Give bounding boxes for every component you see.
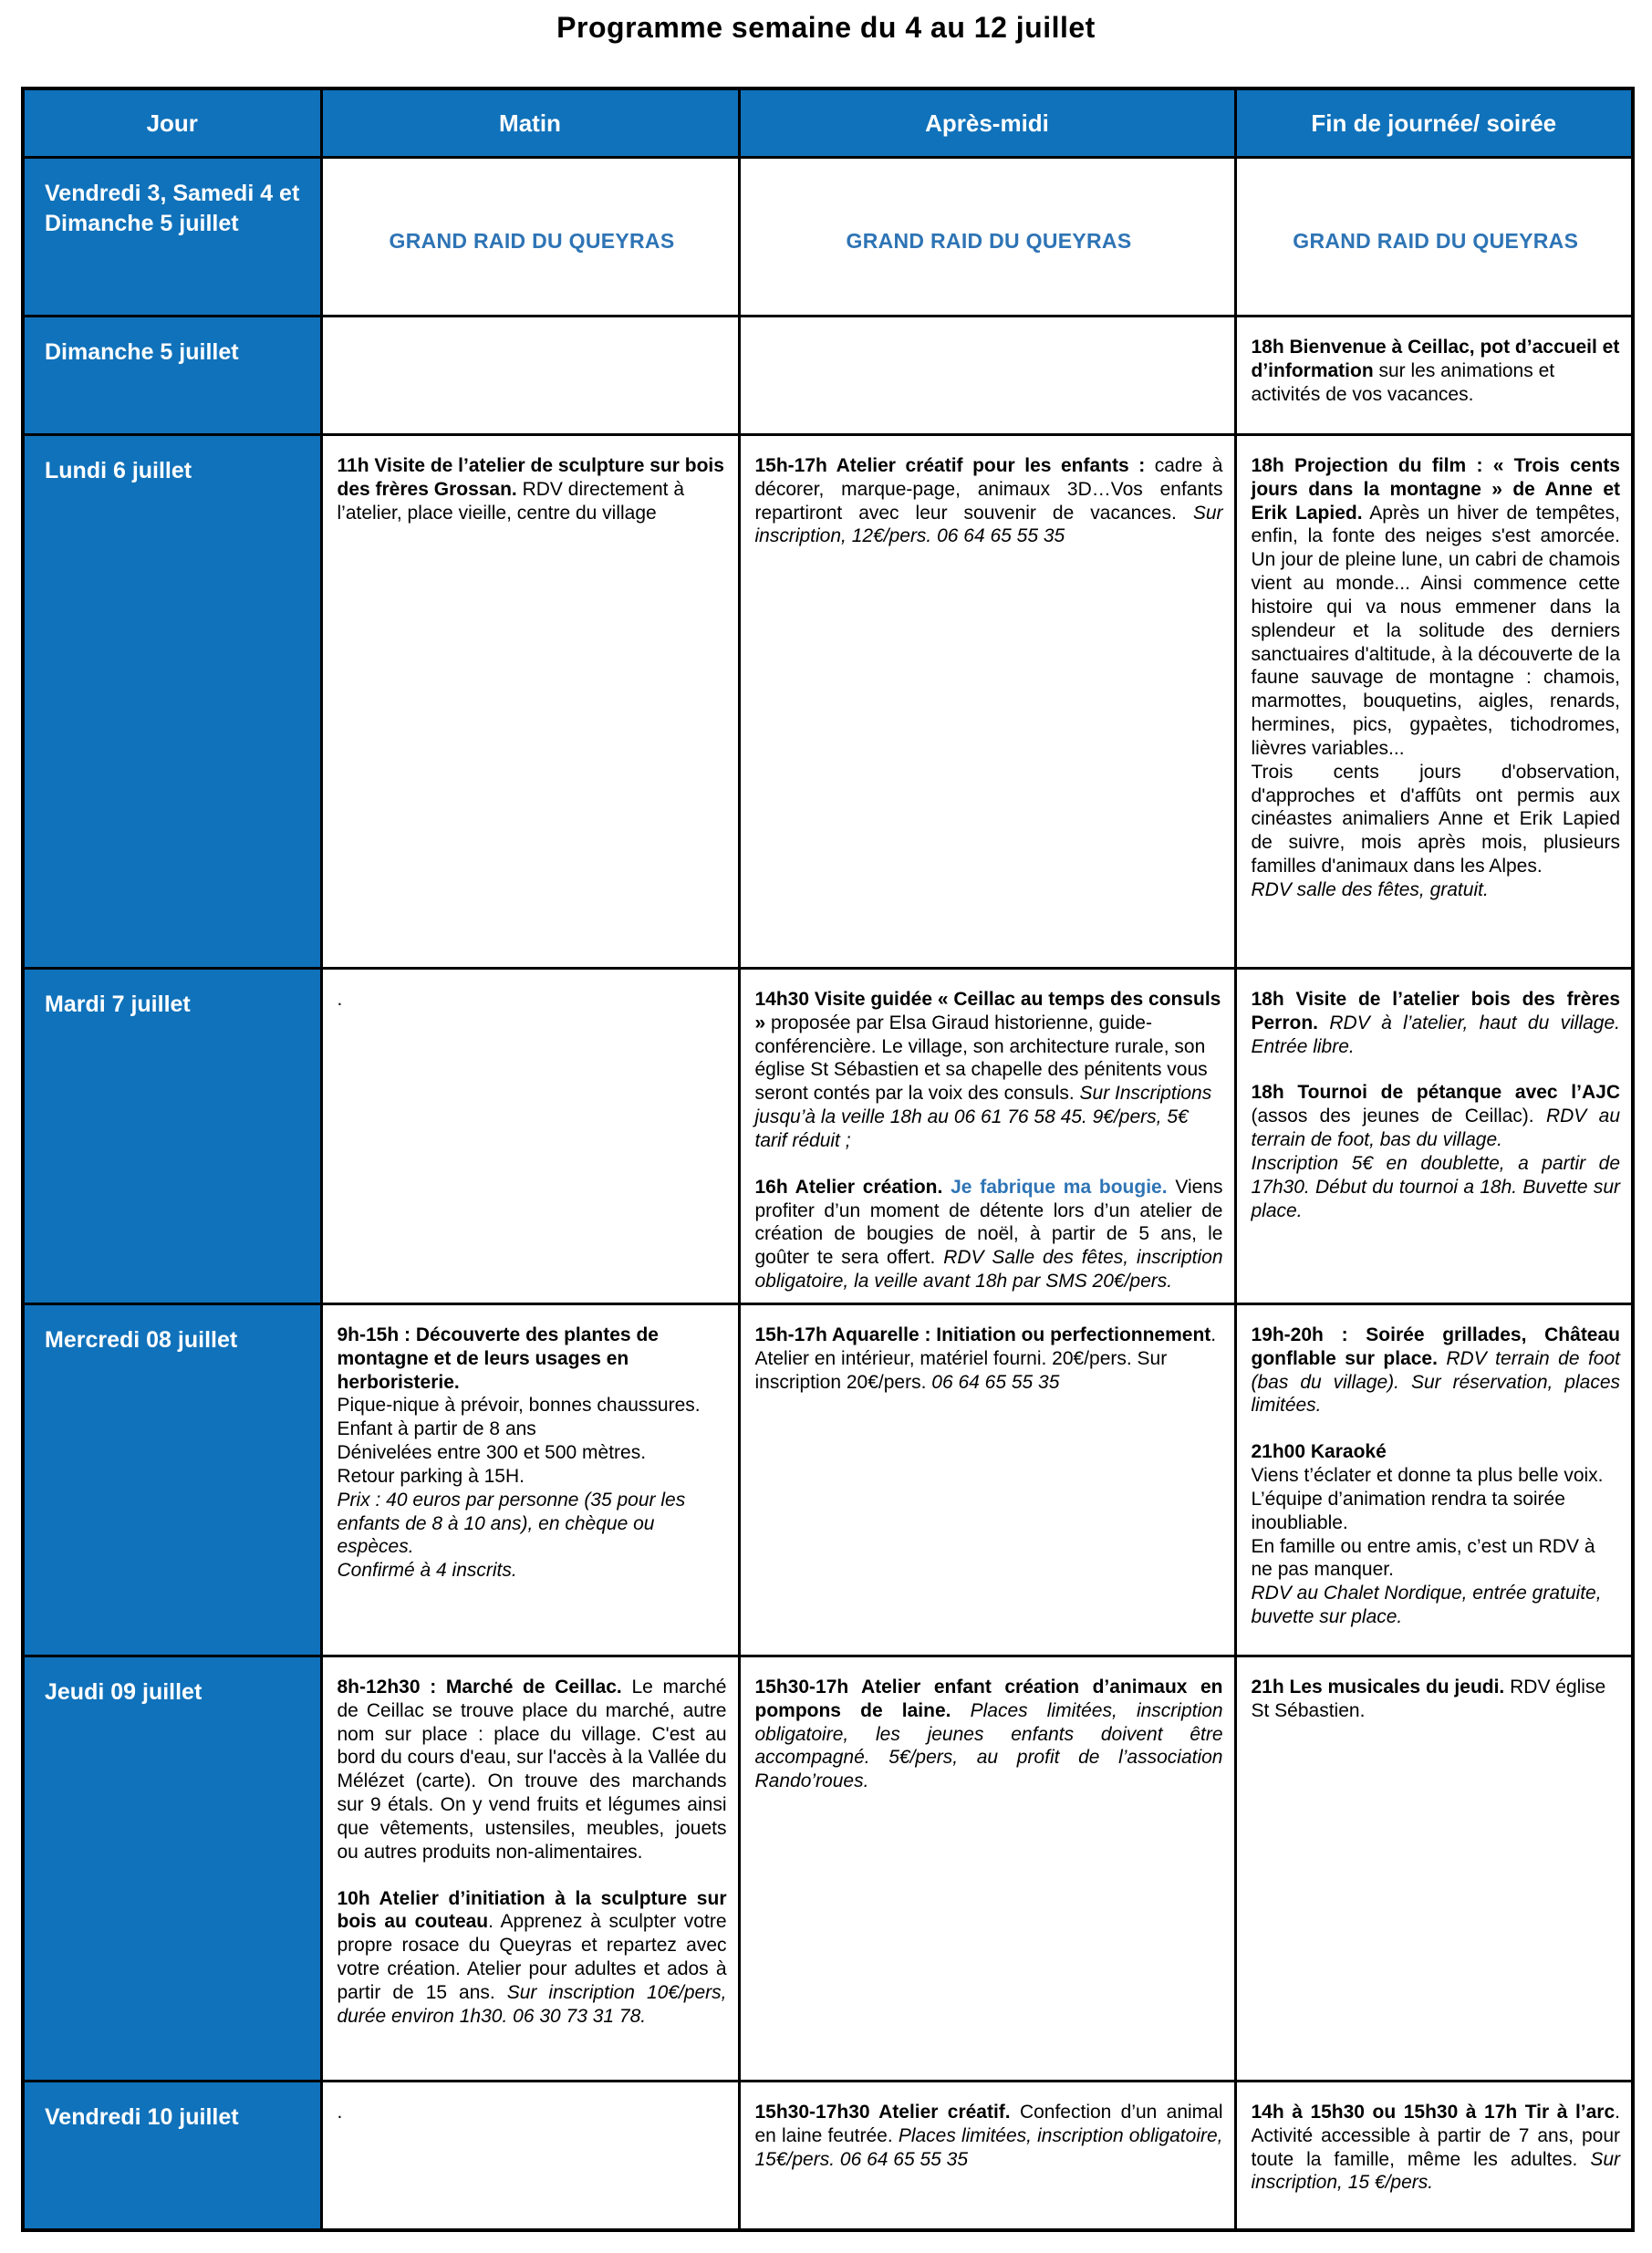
text-run: proposée par Elsa Giraud historienne, guide-conférencière. Le village, son architecture rurale, son église St Sébastien et sa chapelle des pénitents vous seront contés par la voix des consuls.	[754, 1012, 1208, 1105]
text-run: 15h-17h Atelier créatif pour les enfants :	[754, 455, 1146, 476]
text-run: 10h Atelier d’initiation à la sculpture sur bois au couteau	[337, 1887, 727, 1933]
matin-cell	[321, 158, 739, 317]
text-run: 9h-15h : Découverte des plantes de montagne et de leurs usages en herboristerie.	[337, 1324, 659, 1393]
paragraph	[338, 1465, 727, 1489]
text-run: Dénivelées entre 300 et 500 mètres.	[337, 1442, 647, 1464]
program-table	[21, 87, 1635, 2232]
blank-line	[1252, 1417, 1621, 1440]
paragraph	[1252, 1324, 1621, 1417]
blank-line	[755, 1153, 1223, 1176]
soiree-cell	[1235, 1656, 1633, 2081]
text-run: 18h Bienvenue à Ceillac, pot d’accueil et d’information	[1251, 337, 1620, 381]
text-run: RDV terrain de foot (bas du village). Sur réservation, places limitées.	[1251, 1347, 1620, 1417]
paragraph	[1252, 761, 1621, 878]
text-run: Confection d’un animal en laine feutrée.	[754, 2101, 1223, 2146]
table-body	[23, 158, 1633, 2231]
day-cell: Vendredi 3, Samedi 4 et Dimanche 5 juillet	[23, 158, 321, 317]
text-run: Sur inscription, 12€/pers. 06 64 65 55 35	[754, 502, 1223, 547]
paragraph	[755, 2101, 1223, 2171]
text-run: RDV Salle des fêtes, inscription obligatoire, la veille avant 18h par SMS 20€/pers.	[754, 1247, 1223, 1293]
text-run: 21h Les musicales du jeudi.	[1251, 1676, 1505, 1698]
text-run: Le marché de Ceillac se trouve place du marché, autre nom sur place : place du village. C'est au bord du cours d'eau, sur l'accès à la Vallée du Mélézet (carte). On trouve des marchands sur 9 étals. On y vend fruits et légumes ainsi que vêtements, ustensiles, meubles, jouets ou autres produits non-alimentaires.	[337, 1676, 727, 1863]
text-run: 18h Tournoi de pétanque avec l’AJC	[1251, 1082, 1620, 1104]
text-run: RDV directement à l’atelier, place vieille, centre du village	[337, 478, 685, 524]
paragraph	[338, 228, 727, 254]
paragraph	[338, 2101, 727, 2124]
column-header-2: Après-midi	[739, 88, 1235, 158]
blank-line	[338, 1864, 727, 1887]
apres-midi-cell	[739, 1303, 1235, 1656]
paragraph	[1252, 1582, 1621, 1629]
day-cell: Mercredi 08 juillet	[23, 1303, 321, 1656]
soiree-cell	[1235, 435, 1633, 969]
day-cell: Jeudi 09 juillet	[23, 1656, 321, 2081]
column-header-3: Fin de journée/ soirée	[1235, 88, 1633, 158]
text-run	[942, 1177, 951, 1198]
paragraph	[755, 454, 1223, 548]
text-run: 15h-17h Aquarelle : Initiation ou perfectionnement	[754, 1324, 1211, 1345]
text-run: 19h-20h : Soirée grillades, Château gonflable sur place.	[1251, 1324, 1620, 1369]
paragraph	[338, 1559, 727, 1583]
text-run: Trois cents jours d'observation, d'approches et d'affûts ont permis aux cinéastes animaliers Anne et Erik Lapied de suivre, mois après mois, plusieurs familles d'animaux dans les Alpes.	[1251, 761, 1620, 877]
paragraph	[1252, 228, 1621, 254]
paragraph	[338, 1441, 727, 1465]
paragraph	[1252, 1440, 1621, 1464]
table-row	[23, 1656, 1633, 2081]
paragraph	[755, 1176, 1223, 1293]
text-run: RDV église St Sébastien.	[1251, 1676, 1606, 1721]
text-run: RDV au Chalet Nordique, entrée gratuite, buvette sur place.	[1251, 1583, 1602, 1628]
text-run: .	[337, 989, 343, 1010]
paragraph	[338, 1489, 727, 1559]
paragraph	[338, 1676, 727, 1864]
table-row	[23, 435, 1633, 969]
text-run: RDV salle des fêtes, gratuit.	[1251, 878, 1489, 900]
text-run: 14h30 Visite guidée « Ceillac au temps des consuls »	[754, 989, 1221, 1033]
apres-midi-cell	[739, 969, 1235, 1304]
paragraph	[755, 1676, 1223, 1793]
text-run: Je fabrique ma bougie.	[951, 1176, 1168, 1198]
text-run: Sur inscription 10€/pers, durée environ 1h30. 06 30 73 31 78.	[337, 1981, 727, 2027]
text-run: 15h30-17h Atelier enfant création d’animaux en pompons de laine.	[754, 1676, 1223, 1721]
day-cell: Vendredi 10 juillet	[23, 2081, 321, 2230]
apres-midi-cell	[739, 2081, 1235, 2230]
text-run: . Apprenez à sculpter votre propre rosace du Queyras et repartez avec votre création. Atelier pour adultes et ados à partir de 15 ans.	[337, 1911, 727, 2003]
text-run: Retour parking à 15H.	[337, 1465, 525, 1487]
paragraph	[1252, 2101, 1621, 2195]
soiree-cell	[1235, 158, 1633, 317]
text-run: 21h00 Karaoké	[1251, 1441, 1387, 1463]
paragraph	[755, 1324, 1223, 1394]
matin-cell	[321, 969, 739, 1304]
paragraph	[1252, 1081, 1621, 1151]
apres-midi-cell	[739, 1656, 1235, 2081]
matin-cell	[321, 2081, 739, 2230]
paragraph	[1252, 1676, 1621, 1723]
text-run: Enfant à partir de 8 ans	[337, 1418, 536, 1440]
text-run: Prix : 40 euros par personne (35 pour les enfants de 8 à 10 ans), en chèque ou espèces.	[337, 1489, 686, 1558]
text-run	[1318, 1012, 1329, 1033]
paragraph	[1252, 988, 1621, 1058]
text-run: Viens t’éclater et donne ta plus belle voix.	[1251, 1465, 1604, 1487]
apres-midi-cell	[739, 317, 1235, 435]
text-run: Viens profiter d’un moment de détente lors d’un atelier de création de bougies de noël, à partir de 5 ans, le goûter te sera offert.	[754, 1176, 1223, 1269]
text-run: . Activité accessible à partir de 7 ans, pour toute la famille, même les adultes.	[1251, 2101, 1620, 2170]
paragraph	[1252, 878, 1621, 902]
page-title: Programme semaine du 4 au 12 juillet	[556, 11, 1096, 44]
table-row	[23, 317, 1633, 435]
text-run: GRAND RAID DU QUEYRAS	[389, 229, 675, 254]
blank-line	[1252, 1058, 1621, 1081]
matin-cell	[321, 317, 739, 435]
text-run: .	[337, 2101, 343, 2123]
paragraph	[338, 1887, 727, 2029]
table-row	[23, 158, 1633, 317]
table-row	[23, 969, 1633, 1304]
day-cell: Mardi 7 juillet	[23, 969, 321, 1304]
paragraph	[1252, 336, 1621, 406]
text-run: sur les animations et activités de vos vacances.	[1251, 359, 1555, 405]
paragraph	[338, 454, 727, 524]
day-cell: Dimanche 5 juillet	[23, 317, 321, 435]
text-run: Après un hiver de tempêtes, enfin, la fonte des neiges s'est amorcée. Un jour de pleine lune, un cabri de chamois vient au monde... Ainsi commence cette histoire qui va nous emmener dans la splendeur et la solitude des derniers sanctuaires d'altitude, à la découverte de la faune sauvage de montagne : chamois, marmottes, bouquetins, aigles, renards, hermines, pics, gypaètes, tichodromes, lièvres variables...	[1251, 502, 1620, 759]
text-run: . Atelier en intérieur, matériel fourni. 20€/pers. Sur inscription 20€/pers.	[754, 1324, 1217, 1393]
text-run: Sur Inscriptions jusqu’à la veille 18h au 06 61 76 58 45. 9€/pers, 5€ tarif réduit ;	[754, 1083, 1212, 1151]
paragraph	[1252, 1464, 1621, 1488]
text-run: Places limitées, inscription obligatoire, 15€/pers. 06 64 65 55 35	[754, 2124, 1223, 2170]
table-header	[23, 88, 1633, 158]
paragraph	[1252, 1488, 1621, 1535]
text-run: Confirmé à 4 inscrits.	[337, 1560, 517, 1582]
table-row	[23, 1303, 1633, 1656]
text-run: 16h Atelier création.	[754, 1176, 943, 1198]
paragraph	[755, 228, 1223, 254]
text-run: GRAND RAID DU QUEYRAS	[846, 229, 1132, 254]
text-run: En famille ou entre amis, c’est un RDV à ne pas manquer.	[1251, 1535, 1595, 1581]
text-run: 18h Projection du film : « Trois cents jours dans la montagne » de Anne et Erik Lapied.	[1251, 455, 1620, 524]
header-row	[23, 88, 1633, 158]
text-run: 14h à 15h30 ou 15h30 à 17h Tir à l’arc	[1251, 2101, 1616, 2123]
text-run: 11h Visite de l’atelier de sculpture sur bois des frères Grossan.	[337, 455, 724, 500]
matin-cell	[321, 1656, 739, 2081]
matin-cell	[321, 1303, 739, 1656]
paragraph	[1252, 454, 1621, 761]
text-run: Inscription 5€ en doublette, a partir de 17h30. Début du tournoi a 18h. Buvette sur place.	[1251, 1152, 1620, 1221]
paragraph	[338, 988, 727, 1012]
soiree-cell	[1235, 969, 1633, 1304]
soiree-cell	[1235, 1303, 1633, 1656]
table-row	[23, 2081, 1633, 2230]
column-header-1: Matin	[321, 88, 739, 158]
text-run: RDV à l’atelier, haut du village. Entrée libre.	[1251, 1012, 1620, 1057]
text-run: Pique-nique à prévoir, bonnes chaussures.	[337, 1395, 701, 1417]
text-run: L’équipe d’animation rendra ta soirée inoubliable.	[1251, 1488, 1565, 1533]
apres-midi-cell	[739, 158, 1235, 317]
day-cell: Lundi 6 juillet	[23, 435, 321, 969]
soiree-cell	[1235, 2081, 1633, 2230]
text-run: Places limitées, inscription obligatoire, les jeunes enfants doivent être accompagné. 5€/pers, au profit de l’association Rando’roues.	[754, 1699, 1223, 1792]
apres-midi-cell	[739, 435, 1235, 969]
text-run: 06 64 65 55 35	[931, 1371, 1060, 1393]
text-run: GRAND RAID DU QUEYRAS	[1293, 229, 1579, 254]
column-header-0: Jour	[23, 88, 321, 158]
paragraph	[338, 1417, 727, 1441]
text-run: 8h-12h30 : Marché de Ceillac.	[337, 1676, 622, 1698]
text-run: Sur inscription, 15 €/pers.	[1251, 2148, 1620, 2194]
soiree-cell	[1235, 317, 1633, 435]
text-run: 15h30-17h30 Atelier créatif.	[754, 2101, 1011, 2123]
paragraph	[338, 1324, 727, 1394]
text-run: 18h Visite de l’atelier bois des frères Perron.	[1251, 989, 1620, 1033]
text-run: cadre à décorer, marque-page, animaux 3D…Vos enfants repartiront avec leur souvenir de vacances.	[754, 455, 1223, 524]
paragraph	[1252, 1152, 1621, 1222]
paragraph	[1252, 1535, 1621, 1583]
text-run	[951, 1700, 970, 1721]
text-run: RDV au terrain de foot, bas du village.	[1251, 1106, 1620, 1151]
matin-cell	[321, 435, 739, 969]
paragraph	[338, 1394, 727, 1417]
text-run: (assos des jeunes de Ceillac).	[1251, 1106, 1546, 1127]
text-run	[1438, 1348, 1446, 1369]
paragraph	[755, 988, 1223, 1153]
